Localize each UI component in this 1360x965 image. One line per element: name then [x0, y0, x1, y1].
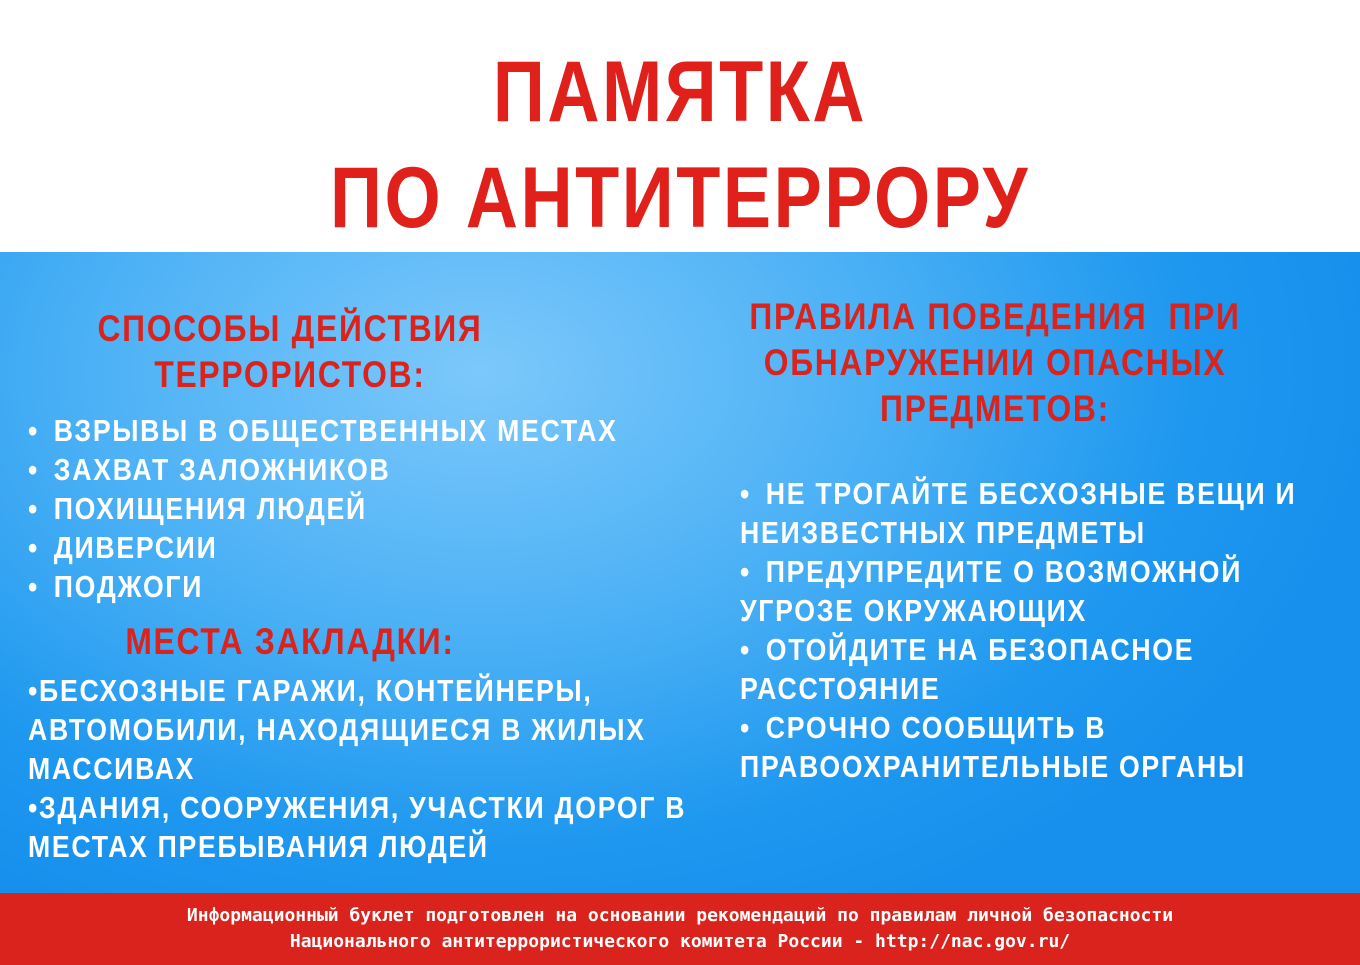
footer-line-1: Информационный буклет подготовлен на основании рекомендаций по правилам личной безопасности	[186, 905, 1174, 926]
bullet-icon: •	[28, 569, 40, 604]
bullet-icon: •	[740, 554, 752, 589]
list-item-text: ЗДАНИЯ, СООРУЖЕНИЯ, УЧАСТКИ ДОРОГ В	[39, 790, 687, 825]
bullet-icon: •	[28, 530, 40, 565]
rules-list	[740, 474, 1296, 786]
list-item-text: ВЗРЫВЫ В ОБЩЕСТВЕННЫХ МЕСТАХ	[53, 413, 618, 448]
list-item-continuation: УГРОЗЕ ОКРУЖАЮЩИХ	[740, 593, 1087, 628]
title-block	[0, 0, 1360, 252]
list-item	[28, 567, 618, 606]
list-item	[740, 708, 1296, 747]
list-item-text: ЗАХВАТ ЗАЛОЖНИКОВ	[53, 452, 391, 487]
list-item-continuation: ПРАВООХРАНИТЕЛЬНЫЕ ОРГАНЫ	[740, 749, 1246, 784]
bullet-icon: •	[28, 413, 40, 448]
rules-heading	[741, 294, 1248, 432]
list-item	[28, 788, 686, 827]
bullet-icon: •	[28, 452, 40, 487]
places-list	[28, 671, 686, 866]
list-item-text: БЕСХОЗНЫЕ ГАРАЖИ, КОНТЕЙНЕРЫ,	[39, 673, 593, 708]
list-item-continuation: РАССТОЯНИЕ	[740, 671, 941, 706]
list-item-continuation: МАССИВАХ	[28, 751, 196, 786]
list-item-continuation: НЕИЗВЕСТНЫХ ПРЕДМЕТЫ	[740, 515, 1146, 550]
list-item-continuation: МЕСТАХ ПРЕБЫВАНИЯ ЛЮДЕЙ	[28, 829, 489, 864]
bullet-icon: •	[28, 491, 40, 526]
rules-heading-line-2: ОБНАРУЖЕНИИ ОПАСНЫХ	[763, 342, 1227, 383]
list-item-text: НЕ ТРОГАЙТЕ БЕСХОЗНЫЕ ВЕЩИ И	[765, 476, 1297, 511]
list-item	[28, 528, 618, 567]
bullet-icon: •	[740, 632, 752, 667]
bullet-icon: •	[740, 710, 752, 745]
page-title-line-1: ПАМЯТКА	[492, 44, 868, 140]
rules-heading-line-3: ПРЕДМЕТОВ:	[880, 388, 1110, 429]
list-item-text: ПРЕДУПРЕДИТЕ О ВОЗМОЖНОЙ	[765, 554, 1243, 589]
list-item-text: ПОХИЩЕНИЯ ЛЮДЕЙ	[53, 491, 367, 526]
list-item-text: ДИВЕРСИИ	[53, 530, 218, 565]
list-item	[28, 411, 618, 450]
rules-heading-line-1: ПРАВИЛА ПОВЕДЕНИЯ ПРИ	[749, 296, 1241, 337]
methods-heading-line-1: СПОСОБЫ ДЕЙСТВИЯ	[97, 308, 483, 349]
bullet-icon: •	[28, 673, 40, 708]
list-item-text: ОТОЙДИТЕ НА БЕЗОПАСНОЕ	[765, 632, 1195, 667]
list-item-text: ПОДЖОГИ	[53, 569, 204, 604]
page-title-line-2: ПО АНТИТЕРРОРУ	[330, 150, 1030, 246]
places-heading: МЕСТА ЗАКЛАДКИ:	[125, 621, 455, 662]
bullet-icon: •	[740, 476, 752, 511]
methods-heading-line-2: ТЕРРОРИСТОВ:	[154, 354, 426, 395]
list-item	[740, 630, 1296, 669]
footer-line-2: Национального антитеррористического комитета России - http://nac.gov.ru/	[289, 931, 1071, 952]
list-item	[740, 552, 1296, 591]
list-item-continuation: АВТОМОБИЛИ, НАХОДЯЩИЕСЯ В ЖИЛЫХ	[28, 712, 646, 747]
list-item	[28, 450, 618, 489]
list-item	[28, 671, 686, 710]
list-item	[740, 474, 1296, 513]
list-item-text: СРОЧНО СООБЩИТЬ В	[765, 710, 1107, 745]
bullet-icon: •	[28, 790, 40, 825]
list-item	[28, 489, 618, 528]
methods-heading	[92, 306, 488, 398]
footer-banner	[0, 893, 1360, 965]
methods-list	[28, 411, 618, 606]
